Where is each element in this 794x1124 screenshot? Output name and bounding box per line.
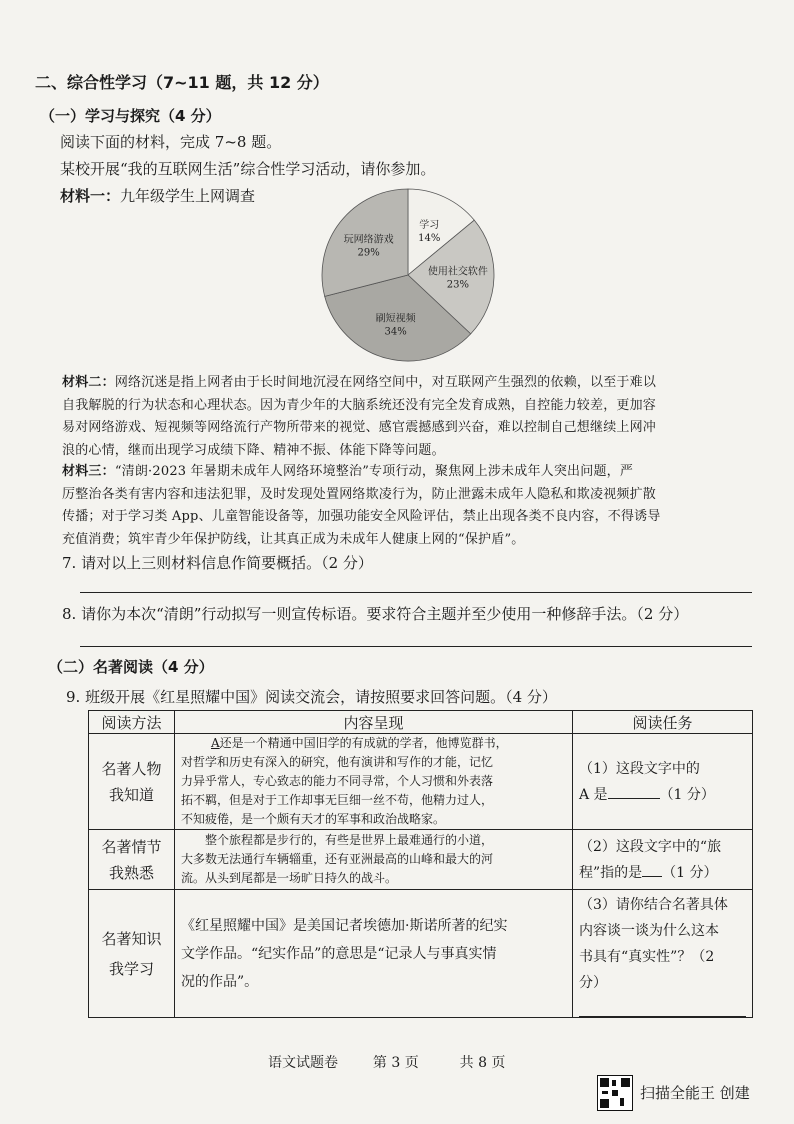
intro-line-1: 阅读下面的材料，完成 7~8 题。 — [60, 133, 282, 151]
answer-line-q7[interactable] — [80, 592, 752, 593]
material3 — [62, 461, 762, 551]
material2-line: 易对网络游戏、短视频等网络流行产物所带来的视觉、感官震撼感到兴奋，难以控制自己想继续上网冲 — [62, 420, 657, 435]
section-title: 二、综合性学习（7~11 题，共 12 分） — [35, 73, 329, 92]
footer-page: 第 3 页 — [372, 1055, 419, 1071]
table-row — [89, 734, 753, 830]
question-7: 7. 请对以上三则材料信息作简要概括。（2 分） — [62, 554, 373, 572]
row2-task: （2）这段文字中的“旅 程”指的是 （1 分） — [573, 830, 753, 890]
pie-value-study: 14% — [418, 232, 441, 244]
material3-line: 传播；对于学习类 App、儿童智能设备等，加强功能安全风险评估，禁止出现各类不良内容，不得诱导 — [62, 509, 661, 524]
reading-table — [88, 710, 753, 1018]
qr-code-icon — [597, 1075, 633, 1111]
row3-task: （3）请你结合名著具体 内容谈一谈为什么这本 书具有“真实性”？（2 分） — [573, 890, 753, 1018]
material3-line: “清朗·2023 年暑期未成年人网络环境整治”专项行动，聚焦网上涉未成年人突出问题，严 — [114, 464, 634, 479]
footer-name: 语文试题卷 — [268, 1055, 338, 1071]
table-row — [89, 830, 753, 890]
part2-title: （二）名著阅读（4 分） — [48, 658, 214, 676]
material3-label: 材料三： — [62, 464, 115, 479]
header-content: 内容呈现 — [175, 711, 573, 734]
header-method: 阅读方法 — [89, 711, 175, 734]
question-9: 9. 班级开展《红星照耀中国》阅读交流会，请按照要求回答问题。（4 分） — [66, 688, 557, 706]
part1-title: （一）学习与探究（4 分） — [40, 107, 221, 125]
footer — [268, 1052, 505, 1072]
answer-line-q8[interactable] — [80, 646, 752, 647]
material1-title: 九年级学生上网调查 — [120, 187, 256, 205]
row2-method: 名著情节 我熟悉 — [89, 830, 175, 890]
pie-value-social: 23% — [446, 279, 469, 291]
row1-method: 名著人物 我知道 — [89, 734, 175, 830]
pie-label-study: 学习 — [419, 219, 440, 231]
footer-total: 共 8 页 — [459, 1055, 506, 1071]
pie-value-games: 29% — [357, 247, 380, 259]
material2-label: 材料二： — [62, 375, 115, 390]
material2-line: 浪的心情，继而出现学习成绩下降、精神不振、体能下降等问题。 — [62, 442, 445, 458]
header-task: 阅读任务 — [573, 711, 753, 734]
material3-line: 厉整治各类有害内容和违法犯罪，及时发现处置网络欺凌行为，防止泄露未成年人隐私和欺凌视频扩散 — [62, 486, 657, 502]
row1-content: A还是一个精通中国旧学的有成就的学者，他博览群书， 对哲学和历史有深入的研究，他有演讲和写作的才能，记忆 力异乎常人，专心致志的能力不同寻常，个人习惯和外表落 拓不羁，但是对于工作却事无巨细一丝不苟，他精力过人， 不知疲倦，是一个颇有天才的军事和政治战略家。 — [175, 734, 573, 830]
row3-content: 《红星照耀中国》是美国记者埃德加·斯诺所著的纪实 文学作品。“纪实作品”的意思是“记录人与事真实情 况的作品”。 — [175, 890, 573, 1018]
table-header-row — [89, 711, 753, 734]
material3-line: 充值消费；筑牢青少年保护防线，让其真正成为未成年人健康上网的“保护盾”。 — [62, 531, 525, 547]
answer-blank-a[interactable] — [608, 784, 660, 799]
blank-a-marker: A — [211, 736, 220, 750]
question-8: 8. 请你为本次“清朗”行动拟写一则宣传标语。要求符合主题并至少使用一种修辞手法。（2 分） — [62, 605, 689, 623]
table-row — [89, 890, 753, 1018]
row3-method: 名著知识 我学习 — [89, 890, 175, 1018]
survey-pie-chart — [300, 185, 520, 365]
material2 — [62, 372, 762, 462]
answer-blank-journey[interactable] — [642, 862, 662, 877]
material2-line: 自我解脱的行为状态和心理状态。因为青少年的大脑系统还没有完全发育成熟，自控能力较差，更加容 — [62, 397, 657, 413]
pie-label-video: 刷短视频 — [375, 313, 416, 325]
scanner-watermark: 扫描全能王 创建 — [640, 1084, 750, 1102]
material2-line: 网络沉迷是指上网者由于长时间地沉浸在网络空间中，对互联网产生强烈的依赖，以至于难以 — [114, 375, 657, 390]
answer-line-q9-3[interactable] — [579, 1002, 746, 1017]
intro-line-2: 某校开展“我的互联网生活”综合性学习活动，请你参加。 — [60, 160, 436, 178]
row2-content: 整个旅程都是步行的，有些是世界上最难通行的小道， 大多数无法通行车辆辎重，还有亚洲最高的山峰和最大的河 流。从头到尾都是一场旷日持久的战斗。 — [175, 830, 573, 890]
pie-label-games: 玩网络游戏 — [343, 234, 394, 246]
pie-label-social: 使用社交软件 — [427, 266, 488, 278]
pie-value-video: 34% — [384, 326, 407, 338]
row1-task: （1）这段文字中的 A 是 （1 分） — [573, 734, 753, 830]
material1-label: 材料一： — [60, 187, 121, 205]
